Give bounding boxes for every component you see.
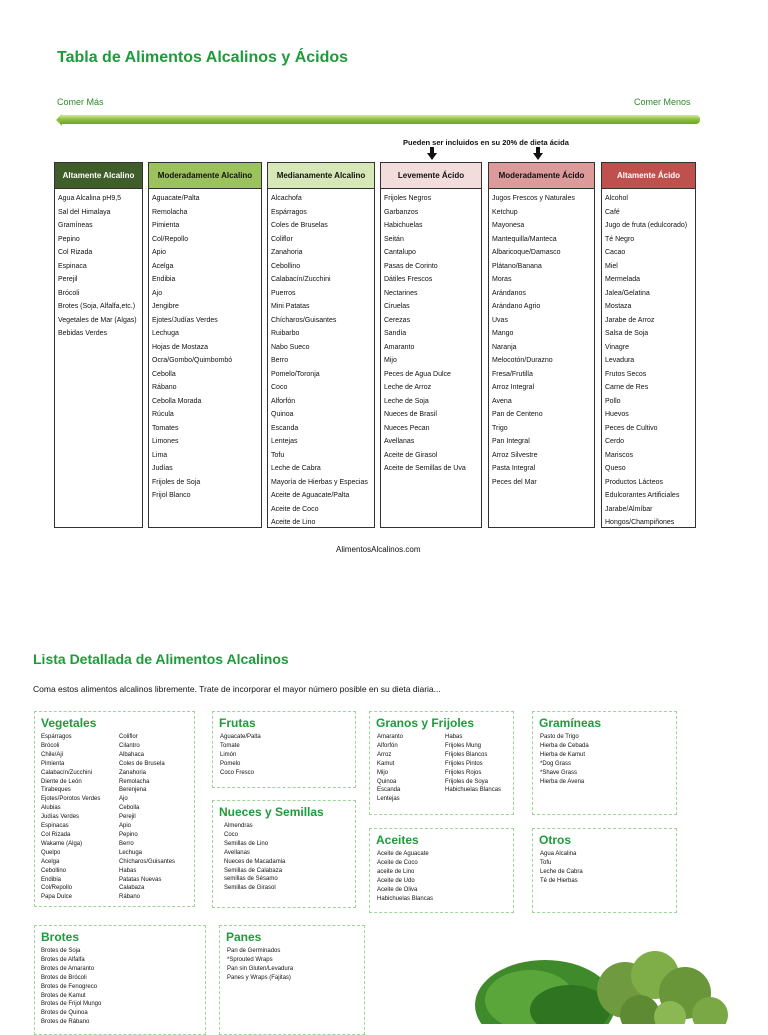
column-item: Fresa/Frutilla <box>492 370 533 378</box>
list-item: Tofu <box>540 859 552 866</box>
column-item: Levadura <box>605 357 635 364</box>
page-title: Tabla de Alimentos Alcalinos y Ácidos <box>57 49 349 66</box>
column-header: Medianamente Alcalino <box>268 163 374 189</box>
list-item: Brotes de Frijol Mungo <box>41 1001 102 1008</box>
list-item: Alubias <box>41 805 61 812</box>
list-item: Limón <box>220 751 237 758</box>
list-item: Habas <box>119 867 137 874</box>
list-item: Coles de Brusela <box>119 760 165 767</box>
column-item: Sandía <box>384 330 407 337</box>
list-item: Aceite de Aguacate <box>377 851 429 857</box>
column-item: Frijol Blanco <box>152 492 191 499</box>
acid-note: Pueden ser incluidos en su 20% de dieta ácida <box>403 138 569 147</box>
column-item: Lima <box>152 451 168 459</box>
list-item: Perejil <box>119 814 136 821</box>
food-column <box>54 162 143 528</box>
vegetables-photo <box>470 945 740 1024</box>
scale-left-label: Comer Más <box>57 97 104 107</box>
column-item: Bebidas Verdes <box>58 330 108 337</box>
column-item: Frijoles Negros <box>384 195 432 202</box>
column-item: Dátiles Frescos <box>384 276 433 283</box>
column-item: Arroz Silvestre <box>492 451 538 459</box>
down-arrow-icon <box>427 147 437 161</box>
column-item: Tofu <box>271 451 285 459</box>
column-item: Lentejas <box>271 438 298 445</box>
aceites-list <box>377 850 433 903</box>
gramineas-list <box>540 733 589 786</box>
column-item: Garbanzos <box>384 208 419 216</box>
granos-box <box>369 711 514 815</box>
list-item: Acelga <box>41 858 60 865</box>
column-item: Cebolla <box>152 370 176 378</box>
list-intro: Coma estos alimentos alcalinos libremente. Trate de incorporar el mayor número posible en su dieta diaria... <box>33 684 441 694</box>
list-item: Té de Hierbas <box>540 877 578 884</box>
column-item: Cantalupo <box>384 249 416 256</box>
column-item: Vinagre <box>605 343 630 351</box>
column-item: Ejotes/Judías Verdes <box>152 316 218 324</box>
box-title: Gramíneas <box>539 716 602 730</box>
column-item: Coles de Bruselas <box>271 222 328 229</box>
column-item: Moras <box>492 276 512 283</box>
column-item: Carne de Res <box>605 384 649 391</box>
column-item: Rábano <box>152 384 177 391</box>
column-item: Pasas de Corinto <box>384 262 438 270</box>
list-item: Judías Verdes <box>41 814 80 821</box>
list-item: Hierba de Kamut <box>540 751 586 758</box>
list-item: Frijoles de Soya <box>445 778 489 785</box>
food-column <box>380 162 482 528</box>
column-item: Perejil <box>58 276 78 283</box>
column-item: Melocotón/Durazno <box>492 357 553 364</box>
column-item: Nabo Sueco <box>271 343 310 351</box>
list-item: Brócoli <box>41 742 60 749</box>
column-item: Habichuelas <box>384 222 423 229</box>
column-item: Apio <box>152 249 167 256</box>
column-item: Café <box>605 208 620 216</box>
list-item: Pan de Germinados <box>227 948 281 954</box>
column-item: Mini Patatas <box>271 303 310 310</box>
list-item: Hierba de Cebada <box>540 742 589 749</box>
list-item: Calabaza <box>119 885 145 892</box>
nueces-list <box>224 822 285 893</box>
list-item: Brotes de Soja <box>41 948 81 954</box>
column-item: Pomelo/Toronja <box>271 370 320 378</box>
list-item: *Dog Grass <box>540 760 572 767</box>
column-item: Huevos <box>605 411 629 418</box>
column-item: Agua Alcalina pH9,5 <box>58 195 122 202</box>
list-item: Cebolla <box>119 805 140 812</box>
list-item: Pasto de Trigo <box>540 734 579 740</box>
column-item: Mariscos <box>605 451 634 459</box>
list-item: Aguacate/Palta <box>220 734 261 740</box>
column-item: Mango <box>492 330 514 337</box>
column-item: Salsa de Soja <box>605 330 649 337</box>
list-item: Espinacas <box>41 823 69 830</box>
list-item: Papa Dulce <box>41 894 73 901</box>
column-item: Pan de Centeno <box>492 411 543 418</box>
list-item: Wakame (Alga) <box>41 840 83 847</box>
column-item: Jugos Frescos y Naturales <box>492 195 575 202</box>
scale-bar <box>60 115 700 124</box>
scale-right-label: Comer Menos <box>634 97 691 107</box>
list-item: Agua Alcalina <box>540 851 577 857</box>
column-item: Mijo <box>384 357 397 364</box>
column-item: Peces de Agua Dulce <box>384 370 451 378</box>
box-title: Otros <box>539 833 572 847</box>
list-item: Semillas de Calabaza <box>224 867 283 874</box>
column-list <box>489 189 594 489</box>
column-item: Chícharos/Guisantes <box>271 316 337 324</box>
column-item: Brócoli <box>58 289 80 297</box>
list-item: Escanda <box>377 787 401 794</box>
list-item: Berro <box>119 840 134 847</box>
column-item: Sal del Himalaya <box>58 208 111 216</box>
website-label: AlimentosAlcalinos.com <box>336 545 421 554</box>
column-header: Altamente Alcalino <box>55 163 142 189</box>
column-item: Peces del Mar <box>492 478 537 486</box>
list-item: Almendras <box>224 823 253 829</box>
list-item: Alforfón <box>377 742 398 749</box>
column-item: Quinoa <box>271 411 294 418</box>
column-item: Hojas de Mostaza <box>152 343 209 351</box>
list-item: Semillas de Lino <box>224 840 269 847</box>
column-item: Jalea/Gelatina <box>605 289 650 297</box>
column-item: Mantequilla/Manteca <box>492 235 557 243</box>
brotes-box <box>34 925 206 1035</box>
list-item: Brotes de Rábano <box>41 1019 90 1026</box>
list-item: aceite de Lino <box>377 868 415 875</box>
column-item: Queso <box>605 465 626 472</box>
box-title: Brotes <box>41 930 80 944</box>
column-item: Albaricoque/Damasco <box>492 249 561 256</box>
list-item: Zanahoria <box>119 769 147 776</box>
column-list <box>602 189 695 530</box>
list-item: Aceite de Oliva <box>377 886 418 893</box>
list-item: semillas de Sésamo <box>224 876 278 883</box>
nueces-box <box>212 800 356 908</box>
column-item: Mayonesa <box>492 222 525 229</box>
column-item: Cebollino <box>271 262 301 270</box>
column-item: Puerros <box>271 289 296 297</box>
column-item: Escanda <box>271 424 299 432</box>
list-item: Panes y Wraps (Fajitas) <box>227 974 291 981</box>
column-item: Edulcorantes Artificiales <box>605 492 680 499</box>
column-item: Mayoría de Hierbas y Especias <box>271 478 368 486</box>
list-item: Diente de León <box>41 778 82 785</box>
column-list <box>55 189 142 341</box>
list-item: Frijoles Rojos <box>445 769 482 776</box>
column-list <box>268 189 374 530</box>
column-item: Coliflor <box>271 235 293 243</box>
granos-list-1 <box>377 733 403 804</box>
box-title: Aceites <box>376 833 419 847</box>
food-column <box>601 162 696 528</box>
column-item: Frijoles de Soja <box>152 478 201 486</box>
aceites-box <box>369 828 514 913</box>
column-item: Arándano Agrio <box>492 303 541 310</box>
list-item: Col Rizada <box>41 831 71 838</box>
column-item: Remolacha <box>152 208 188 216</box>
list-item: Habichuelas Blancas <box>377 895 434 902</box>
column-item: Mostaza <box>605 303 632 310</box>
column-item: Col Rizada <box>58 249 93 256</box>
list-item: Coco <box>224 831 239 838</box>
list-item: Hierba de Avena <box>540 778 585 785</box>
column-item: Jarabe de Arroz <box>605 316 655 324</box>
column-item: Amaranto <box>384 343 415 351</box>
column-item: Calabacín/Zucchini <box>271 276 331 283</box>
list-item: Tirabeques <box>41 787 71 794</box>
list-item: Endibia <box>41 876 62 883</box>
frutas-box <box>212 711 356 788</box>
column-item: Naranja <box>492 343 517 351</box>
list-item: Pepino <box>119 831 138 838</box>
column-item: Aceite de Coco <box>271 505 319 513</box>
otros-list <box>540 850 583 886</box>
column-item: Endibia <box>152 276 176 283</box>
list-item: Chícharos/Guisantes <box>119 858 176 865</box>
list-item: *Sprouted Wraps <box>227 956 273 963</box>
list-item: Albahaca <box>119 751 145 758</box>
list-item: Ajo <box>119 796 128 803</box>
granos-list-2 <box>445 733 501 795</box>
column-header: Moderadamente Alcalino <box>149 163 261 189</box>
vegetales-list-1 <box>41 733 100 902</box>
column-item: Aceite de Aguacate/Palta <box>271 492 350 499</box>
list-item: Calabacín/Zucchini <box>41 769 93 776</box>
column-item: Coco <box>271 384 288 391</box>
frutas-list <box>220 733 261 778</box>
list-item: Brotes de Brócoli <box>41 974 87 981</box>
column-item: Seitán <box>384 235 404 243</box>
column-item: Avellanas <box>384 438 415 445</box>
column-header: Levemente Ácido <box>381 163 481 189</box>
column-item: Berro <box>271 357 289 364</box>
column-item: Jugo de fruta (edulcorado) <box>605 222 688 229</box>
food-column <box>148 162 262 528</box>
column-item: Ruibarbo <box>271 330 300 337</box>
column-item: Té Negro <box>605 235 635 243</box>
column-item: Nueces de Brasil <box>384 411 437 418</box>
column-item: Leche de Soja <box>384 397 429 405</box>
column-item: Lechuga <box>152 330 179 337</box>
column-item: Pasta Integral <box>492 465 536 472</box>
list-item: Brotes de Quinoa <box>41 1010 88 1017</box>
vegetales-list-2 <box>119 733 175 902</box>
column-item: Arroz Integral <box>492 384 535 391</box>
food-column <box>267 162 375 528</box>
column-item: Peces de Cultivo <box>605 424 658 432</box>
column-item: Acelga <box>152 262 174 270</box>
list-item: Semillas de Girasol <box>224 885 276 892</box>
column-item: Mermelada <box>605 276 641 283</box>
column-item: Zanahoria <box>271 249 303 256</box>
column-item: Pepino <box>58 235 80 243</box>
list-item: Habichuelas Blancas <box>445 787 502 794</box>
column-item: Pollo <box>605 397 621 405</box>
box-title: Granos y Frijoles <box>376 716 475 730</box>
gramineas-box <box>532 711 677 815</box>
column-item: Judías <box>152 465 173 472</box>
list-item: Cilantro <box>119 742 140 749</box>
brotes-list <box>41 947 101 1027</box>
column-item: Col/Repollo <box>152 235 189 243</box>
column-item: Jarabe/Almíbar <box>605 505 653 513</box>
list-item: Aceite de Coco <box>377 859 418 866</box>
list-item: Apio <box>119 823 132 830</box>
list-item: Brotes de Kamut <box>41 992 86 999</box>
box-title: Nueces y Semillas <box>219 805 324 819</box>
list-item: Frijoles Pintos <box>445 760 483 767</box>
list-item: Chile/Ají <box>41 751 64 758</box>
list-item: Kamut <box>377 760 395 767</box>
list-item: Avellanas <box>224 849 250 856</box>
column-item: Gramíneas <box>58 222 93 229</box>
column-item: Nectarines <box>384 289 418 297</box>
list-item: Mijo <box>377 769 389 776</box>
column-item: Aguacate/Palta <box>152 195 200 202</box>
column-list <box>149 189 261 503</box>
list-item: Brotes de Amaranto <box>41 965 95 972</box>
column-item: Cacao <box>605 249 626 256</box>
list-item: Tomate <box>220 742 240 749</box>
list-item: Ejotes/Porotos Verdes <box>41 796 101 803</box>
list-item: Espárragos <box>41 734 72 740</box>
column-item: Espinaca <box>58 262 87 270</box>
list-title: Lista Detallada de Alimentos Alcalinos <box>33 651 289 667</box>
column-item: Productos Lácteos <box>605 478 663 486</box>
down-arrow-icon <box>533 147 543 161</box>
column-item: Cebolla Morada <box>152 397 202 405</box>
column-item: Frutos Secos <box>605 370 647 378</box>
list-item: Patatas Nuevas <box>119 876 162 883</box>
otros-box <box>532 828 677 913</box>
vegetales-box <box>34 711 195 907</box>
column-item: Alcachofa <box>271 195 302 202</box>
list-item: Lentejas <box>377 796 400 803</box>
column-item: Uvas <box>492 316 508 324</box>
box-title: Frutas <box>219 716 256 730</box>
column-item: Alcohol <box>605 195 628 202</box>
box-title: Vegetales <box>41 716 97 730</box>
list-item: Leche de Cabra <box>540 868 583 875</box>
column-item: Alforfón <box>271 397 296 405</box>
column-item: Ciruelas <box>384 303 410 310</box>
column-item: Pimienta <box>152 222 180 229</box>
panes-list <box>227 947 293 983</box>
list-item: Frijoles Blancos <box>445 751 488 758</box>
column-list <box>381 189 481 476</box>
column-item: Nueces Pecan <box>384 424 430 432</box>
column-item: Ajo <box>152 289 163 297</box>
list-item: Remolacha <box>119 778 150 785</box>
column-item: Trigo <box>492 424 508 432</box>
column-header: Altamente Ácido <box>602 163 695 189</box>
column-item: Leche de Arroz <box>384 384 432 391</box>
column-item: Pan Integral <box>492 438 530 445</box>
list-item: Col/Repollo <box>41 885 73 892</box>
list-item: Coco Fresco <box>220 769 255 776</box>
column-item: Espárragos <box>271 208 307 216</box>
list-item: Berenjena <box>119 787 147 794</box>
list-item: Pomelo <box>220 760 241 767</box>
list-item: Nueces de Macadamia <box>224 858 286 865</box>
column-item: Ocra/Gombo/Quimbombó <box>152 357 233 364</box>
panes-box <box>219 925 365 1035</box>
column-item: Limones <box>152 438 179 445</box>
list-item: Quelpo <box>41 849 61 856</box>
column-item: Cerdo <box>605 438 625 445</box>
column-item: Aceite de Girasol <box>384 451 438 459</box>
list-item: Habas <box>445 734 463 740</box>
list-item: Brotes de Alfalfa <box>41 956 85 963</box>
column-item: Avena <box>492 397 512 405</box>
column-item: Hongos/Champiñones <box>605 519 675 526</box>
list-item: Brotes de Fenogreco <box>41 983 98 990</box>
column-item: Aceite de Lino <box>271 519 316 526</box>
box-title: Panes <box>226 930 262 944</box>
column-item: Miel <box>605 262 618 270</box>
list-item: Pan sin Gluten/Levadura <box>227 965 294 972</box>
list-item: Aceite de Udo <box>377 877 415 884</box>
column-item: Ketchup <box>492 208 518 216</box>
list-item: *Shave Grass <box>540 769 578 776</box>
list-item: Quinoa <box>377 778 397 785</box>
column-item: Arándanos <box>492 289 526 297</box>
column-item: Plátano/Banana <box>492 262 542 270</box>
column-item: Tomates <box>152 424 179 432</box>
column-header: Moderadamente Ácido <box>489 163 594 189</box>
column-item: Vegetales de Mar (Algas) <box>58 316 137 324</box>
list-item: Rábano <box>119 894 141 901</box>
list-item: Amaranto <box>377 734 404 740</box>
column-item: Rúcula <box>152 411 174 418</box>
list-item: Arroz <box>377 751 392 758</box>
column-item: Aceite de Semillas de Uva <box>384 465 466 472</box>
list-item: Lechuga <box>119 849 143 856</box>
column-item: Leche de Cabra <box>271 465 321 472</box>
list-item: Cebollino <box>41 867 67 874</box>
column-item: Brotes (Soja, Alfalfa,etc.) <box>58 303 136 310</box>
column-item: Cerezas <box>384 316 411 324</box>
list-item: Coliflor <box>119 734 138 740</box>
column-item: Jengibre <box>152 303 179 310</box>
list-item: Frijoles Mung <box>445 742 482 749</box>
food-column <box>488 162 595 528</box>
list-item: Pimienta <box>41 760 65 767</box>
